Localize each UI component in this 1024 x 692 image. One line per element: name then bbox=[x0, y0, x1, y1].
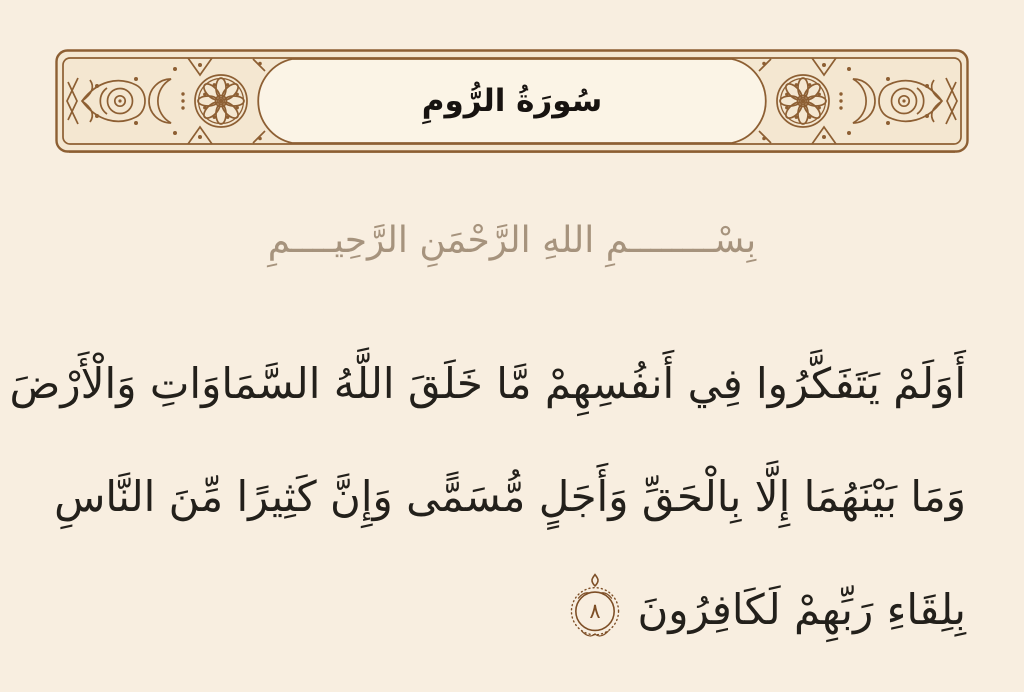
verse-number: ٨ bbox=[589, 599, 602, 624]
surah-title-banner bbox=[55, 49, 969, 153]
verse-line-1 bbox=[9, 327, 966, 440]
verse-line-2 bbox=[54, 440, 966, 553]
verse-number-medallion bbox=[567, 572, 623, 640]
bismillah: بِسْــــــــمِ اللهِ الرَّحْمَنِ الرَّحِيــــمِ bbox=[267, 220, 757, 261]
banner-ornament-frame bbox=[55, 49, 969, 153]
verse-line-3 bbox=[58, 553, 966, 666]
banner-cartouche bbox=[258, 59, 766, 143]
verse-text-block bbox=[9, 327, 966, 666]
medallion-crown bbox=[592, 575, 598, 586]
surah-title: سُورَةُ الرُّومِ bbox=[421, 83, 603, 119]
verse-line-1-text: أَوَلَمْ يَتَفَكَّرُوا فِي أَنفُسِهِمْ مَّا خَلَقَ اللَّهُ السَّمَاوَاتِ وَالْأَرْضَ bbox=[9, 359, 966, 408]
verse-line-3-text: بِلِقَاءِ رَبِّهِمْ لَكَافِرُونَ bbox=[637, 585, 966, 634]
verse-line-2-text: وَمَا بَيْنَهُمَا إِلَّا بِالْحَقِّ وَأَجَلٍ مُّسَمًّى وَإِنَّ كَثِيرًا مِّنَ النَّاسِ bbox=[54, 472, 966, 521]
